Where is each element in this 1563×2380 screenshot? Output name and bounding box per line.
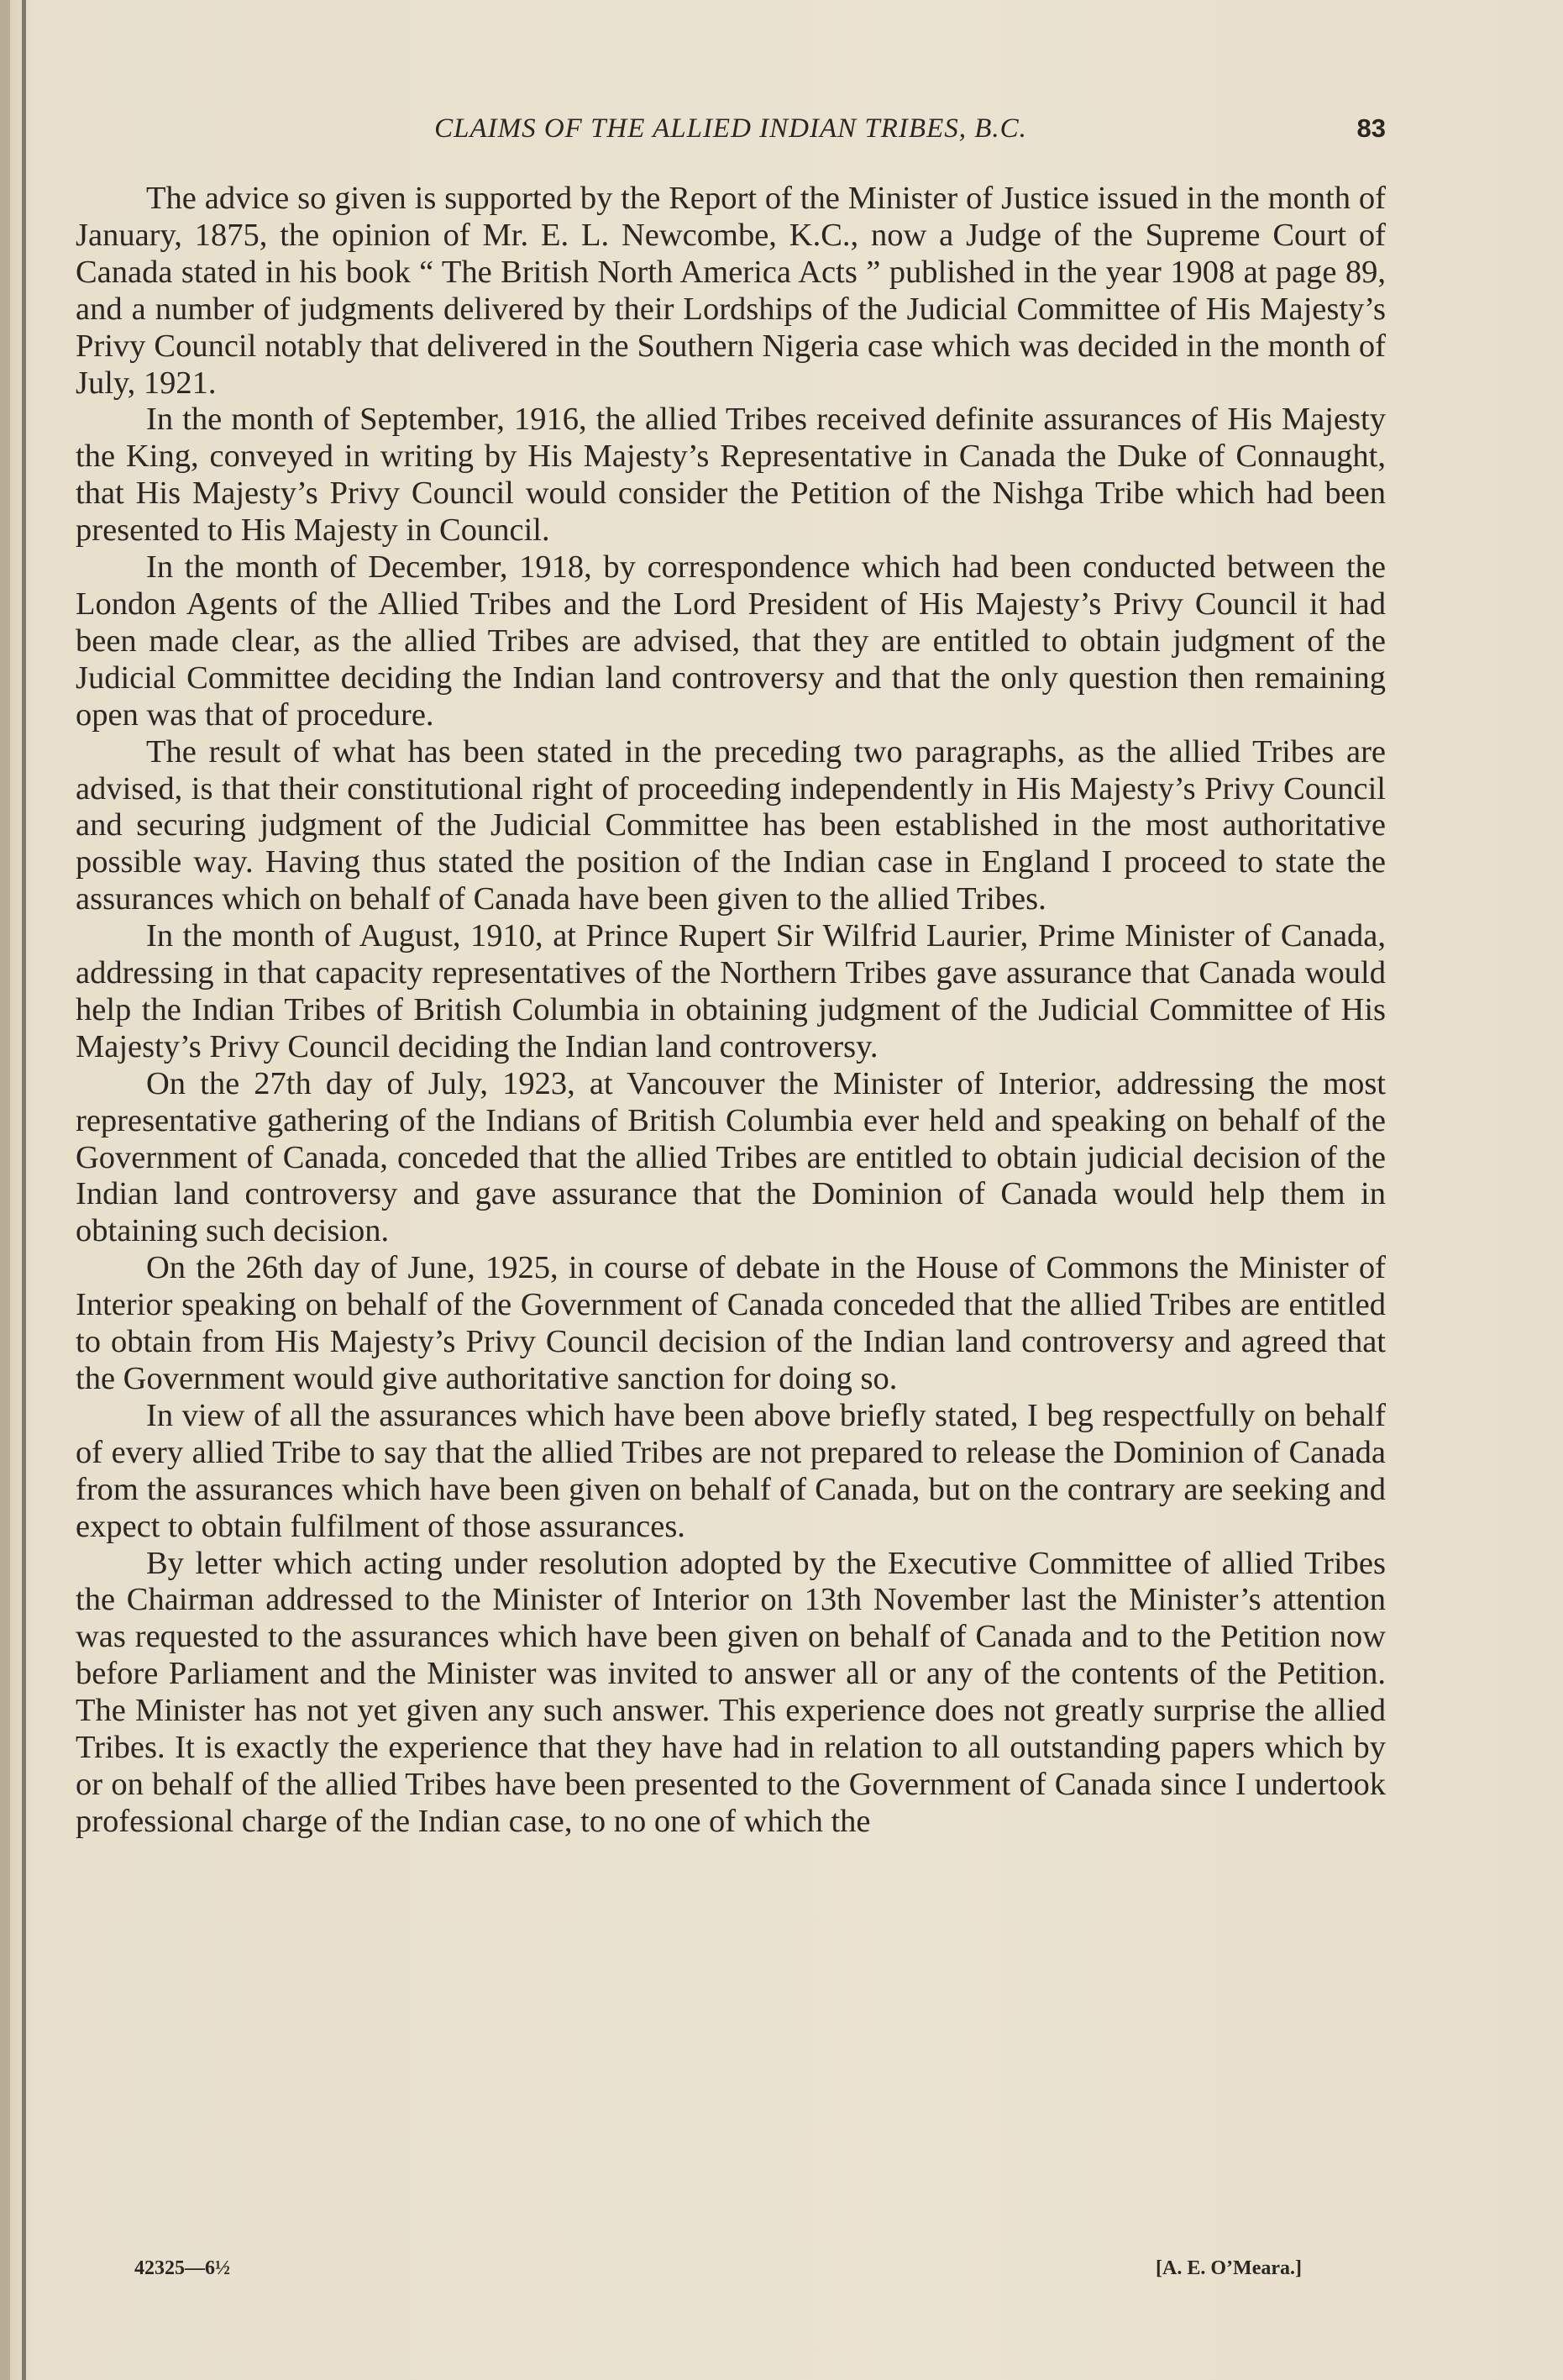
paragraph: In the month of August, 1910, at Prince Rupert Sir Wilfrid Laurier, Prime Minister of Canada, addressing in that capacity representatives of the Northern Tribes gave assurance that Canada would help the Indian Tribes of British Columbia in obtaining judgment of the Judicial Committee of His Majesty’s Privy Council deciding the Indian land controversy. xyxy=(76,918,1386,1064)
paragraph: In view of all the assurances which have been above briefly stated, I beg respectfully on behalf of every allied Tribe to say that the allied Tribes are not prepared to release the Dominion of Canada from the assurances which have been given on behalf of Canada, but on the contrary are seeking and expect to obtain fulfilment of those assurances. xyxy=(76,1397,1386,1544)
author-signature: [A. E. O’Meara.] xyxy=(1156,2257,1302,2279)
paragraph: By letter which acting under resolution adopted by the Executive Committee of allied Tribes the Chairman addressed to the Minister of Interior on 13th November last the Minister’s attention was requested to the assurances which have been given on behalf of Canada and to the Petition now before Parliament and the Minister was invited to answer all or any of the contents of the Petition. The Minister has not yet given any such answer. This experience does not greatly surprise the allied Tribes. It is exactly the experience that they have had in relation to all outstanding papers which by or on behalf of the allied Tribes have been presented to the Government of Canada since I undertook professional charge of the Indian case, to no one of which the xyxy=(76,1545,1386,1839)
paragraph: The advice so given is supported by the Report of the Minister of Justice issued in the month of January, 1875, the opinion of Mr. E. L. Newcombe, K.C., now a Judge of the Supreme Court of Canada stated in his book “ The British North America Acts ” published in the year 1908 at page 89, and a number of judgments delivered by their Lordships of the Judicial Committee of His Majesty’s Privy Council notably that delivered in the Southern Nigeria case which was decided in the month of July, 1921. xyxy=(76,181,1386,401)
page-footer xyxy=(134,2251,1302,2285)
page-number: 83 xyxy=(1356,113,1386,143)
body-text xyxy=(76,181,1386,1841)
paragraph: In the month of September, 1916, the allied Tribes received definite assurances of His Majesty the King, conveyed in writing by His Majesty’s Representative in Canada the Duke of Connaught, that His Majesty’s Privy Council would consider the Petition of the Nishga Tribe which had been presented to His Majesty in Council. xyxy=(76,402,1386,549)
binding-edge xyxy=(22,0,26,2380)
page-header xyxy=(76,112,1386,145)
paragraph: The result of what has been stated in the preceding two paragraphs, as the allied Tribes are advised, is that their constitutional right of proceeding independently in His Majesty’s Privy Council and securing judgment of the Judicial Committee has been established in the most authoritative possible way. Having thus stated the position of the Indian case in England I proceed to state the assurances which on behalf of Canada have been given to the allied Tribes. xyxy=(76,733,1386,917)
page-edge-shadow xyxy=(0,0,10,2380)
paragraph: On the 27th day of July, 1923, at Vancouver the Minister of Interior, addressing the most representative gathering of the Indians of British Columbia ever held and speaking on behalf of the Government of Canada, conceded that the allied Tribes are entitled to obtain judicial decision of the Indian land controversy and gave assurance that the Dominion of Canada would help them in obtaining such decision. xyxy=(76,1065,1386,1249)
running-title: CLAIMS OF THE ALLIED INDIAN TRIBES, B.C. xyxy=(434,113,1027,144)
paragraph: In the month of December, 1918, by correspondence which had been conducted between the London Agents of the Allied Tribes and the Lord President of His Majesty’s Privy Council it had been made clear, as the allied Tribes are advised, that they are entitled to obtain judgment of the Judicial Committee deciding the Indian land controversy and that the only question then remaining open was that of procedure. xyxy=(76,549,1386,733)
paragraph: On the 26th day of June, 1925, in course of debate in the House of Commons the Minister of Interior speaking on behalf of the Government of Canada conceded that the allied Tribes are entitled to obtain from His Majesty’s Privy Council decision of the Indian land controversy and agreed that the Government would give authoritative sanction for doing so. xyxy=(76,1250,1386,1396)
print-code: 42325—6½ xyxy=(134,2257,230,2279)
